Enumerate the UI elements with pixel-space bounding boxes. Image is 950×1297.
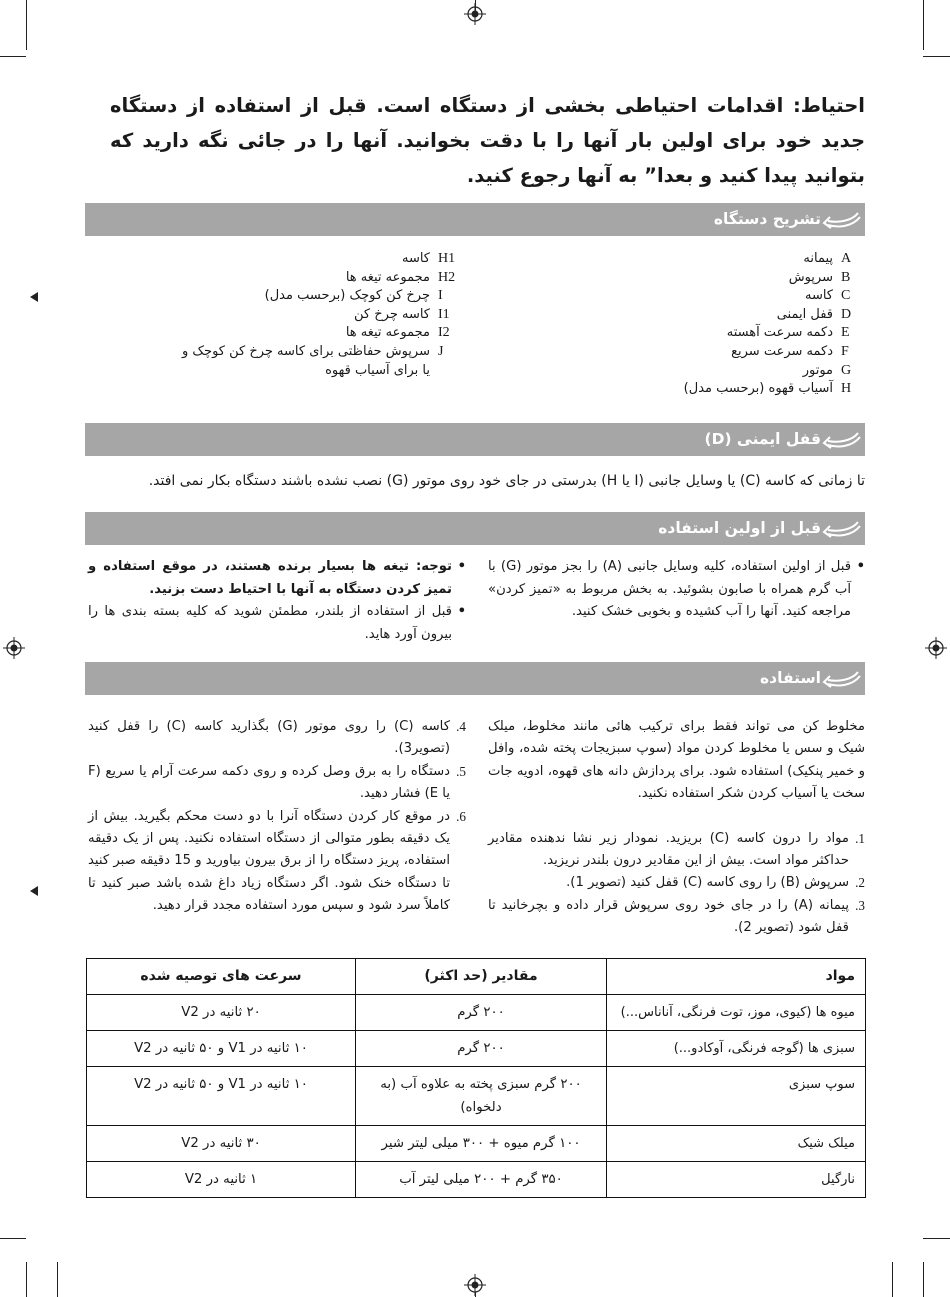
part-code: H xyxy=(841,381,852,397)
crop-mark-top-right xyxy=(923,0,924,50)
part-code: B xyxy=(841,269,851,285)
part-code: D xyxy=(841,306,852,322)
list-item xyxy=(600,380,865,399)
ingredient-cell: سبزی ها (گوجه فرنگی، آوکادو...) xyxy=(607,1031,866,1067)
part-label: موتور xyxy=(802,362,833,378)
speed-cell: ۲۰ ثانیه در V2 xyxy=(87,995,356,1031)
part-label: آسیاب قهوه (برحسب مدل) xyxy=(683,381,833,397)
use-intro: مخلوط کن می تواند فقط برای ترکیب هائی مانند مخلوط، میلک شیک و سس یا مخلوط کردن مواد (سوپ سبزیجات پخته شده، وافل و خمیر پنکیک) استفاده شود. برای پردازش دانه های قهوه، ادویه جات سخت یا آسیاب کردن شکر استفاده نکنید. xyxy=(488,719,865,802)
speed-cell: ۱۰ ثانیه در V1 و ۵۰ ثانیه در V2 xyxy=(87,1031,356,1067)
section-header-before-first-use xyxy=(85,512,865,545)
table-header-ingredient: مواد xyxy=(607,959,866,995)
part-label: پیمانه xyxy=(803,251,833,266)
quantities-table xyxy=(86,958,866,1198)
numbered-step xyxy=(488,895,865,940)
list-item xyxy=(600,250,865,269)
section-header-safety-lock xyxy=(85,423,865,456)
crop-mark-bottom-right xyxy=(892,1262,893,1297)
section-title: استفاده xyxy=(760,669,821,687)
table-row xyxy=(87,1162,866,1198)
part-label: دکمه سرعت سریع xyxy=(731,343,833,359)
part-label: مجموعه تیغه ها xyxy=(345,325,430,341)
table-body xyxy=(87,995,866,1198)
curved-arrow-icon xyxy=(822,518,862,540)
numbered-step xyxy=(88,716,466,761)
section-title: تشریح دستگاه xyxy=(713,210,821,228)
part-code: A xyxy=(841,251,852,266)
part-label: سرپوش xyxy=(788,269,833,285)
table-row xyxy=(87,1031,866,1067)
part-code: J xyxy=(438,343,444,359)
parts-list-left xyxy=(180,250,462,380)
crosshair-registration-icon xyxy=(464,1274,486,1296)
steps-left xyxy=(88,716,466,918)
crosshair-registration-icon xyxy=(925,637,947,659)
list-item xyxy=(600,343,865,362)
curved-arrow-icon xyxy=(822,209,862,231)
part-code: H1 xyxy=(438,251,456,266)
crop-mark-top-left xyxy=(26,0,27,50)
crosshair-registration-icon xyxy=(3,637,25,659)
part-code: E xyxy=(841,325,850,341)
step-number: 5. xyxy=(456,763,466,779)
crop-mark-mid-left xyxy=(26,1262,27,1297)
numbered-step xyxy=(488,828,865,873)
use-left-column xyxy=(88,716,466,918)
section-header-description xyxy=(85,203,865,236)
part-code: I2 xyxy=(438,325,450,341)
ingredient-cell: میوه ها (کیوی، موز، توت فرنگی، آناناس...) xyxy=(607,995,866,1031)
list-item xyxy=(600,306,865,325)
curved-arrow-icon xyxy=(822,429,862,451)
table-header-row xyxy=(87,959,866,995)
numbered-step xyxy=(88,761,466,806)
blade-warning-bullet: • توجه: تیغه ها بسیار برنده هستند، در موقع استفاده و تمیز کردن دستگاه به آنها با احتیاط دست بزنید. xyxy=(88,556,466,601)
list-item xyxy=(600,269,865,288)
crosshair-registration-icon xyxy=(464,3,486,25)
steps-right xyxy=(488,828,865,940)
crop-mark-top-right-h xyxy=(923,56,950,57)
table-header-speed: سرعت های توصیه شده xyxy=(87,959,356,995)
list-item xyxy=(180,250,462,269)
before-use-left xyxy=(88,556,466,646)
side-mark-icon xyxy=(27,290,41,304)
step-text: دستگاه را به برق وصل کرده و روی دکمه سرعت آرام یا سریع (F یا E) فشار دهید. xyxy=(88,763,450,802)
quantity-cell: ۲۰۰ گرم سبزی پخته به علاوه آب (به دلخواه) xyxy=(356,1067,607,1126)
step-text: مواد را درون کاسه (C) بریزید. نمودار زیر نشا ندهنده مقادیر حداکثر مواد است. بیش از این مقادیر درون بلندر نریزید. xyxy=(488,830,849,869)
caution-text: احتیاط: اقدامات احتیاطی بخشی از دستگاه است. قبل از استفاده از دستگاه جدید خود برای اولین بار آنها را با دقت بخوانید. آنها را در جائی نگه دارید که بتوانید پیدا کنید و بعدا” به آنها رجوع کنید. xyxy=(110,94,865,187)
numbered-step xyxy=(488,872,865,894)
part-label: کاسه xyxy=(401,251,430,266)
list-item xyxy=(180,306,462,325)
step-text: پیمانه (A) را در جای خود روی سرپوش قرار داده و بچرخانید تا قفل شود (تصویر 2). xyxy=(488,897,849,936)
table-header-quantity: مقادیر (حد اکثر) xyxy=(356,959,607,995)
section-title: قفل ایمنی (D) xyxy=(704,430,821,448)
step-text: سرپوش (B) را روی کاسه (C) قفل کنید (تصویر 1). xyxy=(566,875,849,891)
quantity-cell: ۲۰۰ گرم xyxy=(356,1031,607,1067)
crop-mark-bottom-left-h xyxy=(0,1238,26,1239)
part-label: کاسه چرخ کن xyxy=(354,306,430,322)
speed-cell: ۱ ثانیه در V2 xyxy=(87,1162,356,1198)
safety-text: تا زمانی که کاسه (C) یا وسایل جانبی (I یا H) بدرستی در جای خود روی موتور (G) نصب نشده باشند دستگاه بکار نمی افتد. xyxy=(148,473,865,489)
list-item xyxy=(180,287,462,306)
step-number: 2. xyxy=(855,875,865,891)
part-label: کاسه xyxy=(804,288,833,304)
section-title: قبل از اولین استفاده xyxy=(658,519,821,537)
crop-mark-mid-right xyxy=(923,1262,924,1297)
part-label: چرخ کن کوچک (برحسب مدل) xyxy=(264,288,430,304)
list-item xyxy=(600,362,865,381)
part-code: I1 xyxy=(438,306,450,322)
crop-mark-bottom-right-h xyxy=(923,1238,950,1239)
table-row xyxy=(87,995,866,1031)
ingredient-cell: نارگیل xyxy=(607,1162,866,1198)
part-code: I xyxy=(438,288,443,304)
part-label: دکمه سرعت آهسته xyxy=(726,325,833,341)
speed-cell: ۱۰ ثانیه در V1 و ۵۰ ثانیه در V2 xyxy=(87,1067,356,1126)
step-text: کاسه (C) را روی موتور (G) بگذارید کاسه (C) را قفل کنید (تصویر3). xyxy=(88,719,450,757)
section-header-use xyxy=(85,662,865,695)
quantity-cell: ۱۰۰ گرم میوه + ۳۰۰ میلی لیتر شیر xyxy=(356,1126,607,1162)
side-mark-icon xyxy=(27,884,41,898)
part-label: قفل ایمنی xyxy=(776,306,833,322)
parts-list-right xyxy=(600,250,865,399)
part-label: مجموعه تیغه ها xyxy=(345,269,430,285)
step-number: 3. xyxy=(855,897,865,913)
step-number: 4. xyxy=(456,719,466,734)
before-use-right xyxy=(488,556,865,624)
table-row xyxy=(87,1067,866,1126)
part-code: H2 xyxy=(438,269,456,285)
speed-cell: ۳۰ ثانیه در V2 xyxy=(87,1126,356,1162)
table-row xyxy=(87,1126,866,1162)
list-item xyxy=(600,324,865,343)
list-item xyxy=(180,343,462,380)
quantity-cell: ۳۵۰ گرم + ۲۰۰ میلی لیتر آب xyxy=(356,1162,607,1198)
ingredient-cell: سوپ سبزی xyxy=(607,1067,866,1126)
step-number: 1. xyxy=(855,830,865,846)
numbered-step xyxy=(88,806,466,918)
part-code: F xyxy=(841,343,849,359)
list-item xyxy=(600,287,865,306)
step-text: در موقع کار کردن دستگاه آنرا با دو دست محکم بگیرید. بیش از یک دقیقه بطور متوالی از دستگاه استفاده نکنید. پس از یک دقیقه استفاده، پریز دستگاه را از برق بیرون بیاورید و 15 دقیقه صبر کنید تا دستگاه خنک شود. اگر دستگاه زیاد داغ شده باشد صبر کنید تا کاملاً سرد شود و سپس مورد استفاده مجدد قرار دهید. xyxy=(88,808,450,914)
list-item xyxy=(180,324,462,343)
crop-mark-bottom-left xyxy=(57,1262,58,1297)
list-item xyxy=(180,269,462,288)
curved-arrow-icon xyxy=(822,668,862,690)
before-use-bullet: • قبل از اولین استفاده، کلیه وسایل جانبی (A) را بجز موتور (G) با آب گرم همراه با صابون بشوئید. به بخش مربوط به «تمیز کردن» مراجعه کنید. آنها را آب کشیده و بخوبی خشک کنید. xyxy=(488,556,865,624)
packaging-bullet: • قبل از استفاده از بلندر، مطمئن شوید که کلیه بسته بندی ها را بیرون آورد هاید. xyxy=(88,601,466,646)
part-code: G xyxy=(841,362,852,378)
use-right-column xyxy=(488,716,865,940)
part-label: سرپوش حفاظتی برای کاسه چرخ کن کوچک و یا برای آسیاب قهوه xyxy=(181,343,430,378)
crop-mark-top-left-h xyxy=(0,56,26,57)
step-number: 6. xyxy=(456,808,466,824)
part-code: C xyxy=(841,288,851,304)
ingredient-cell: میلک شیک xyxy=(607,1126,866,1162)
quantity-cell: ۲۰۰ گرم xyxy=(356,995,607,1031)
